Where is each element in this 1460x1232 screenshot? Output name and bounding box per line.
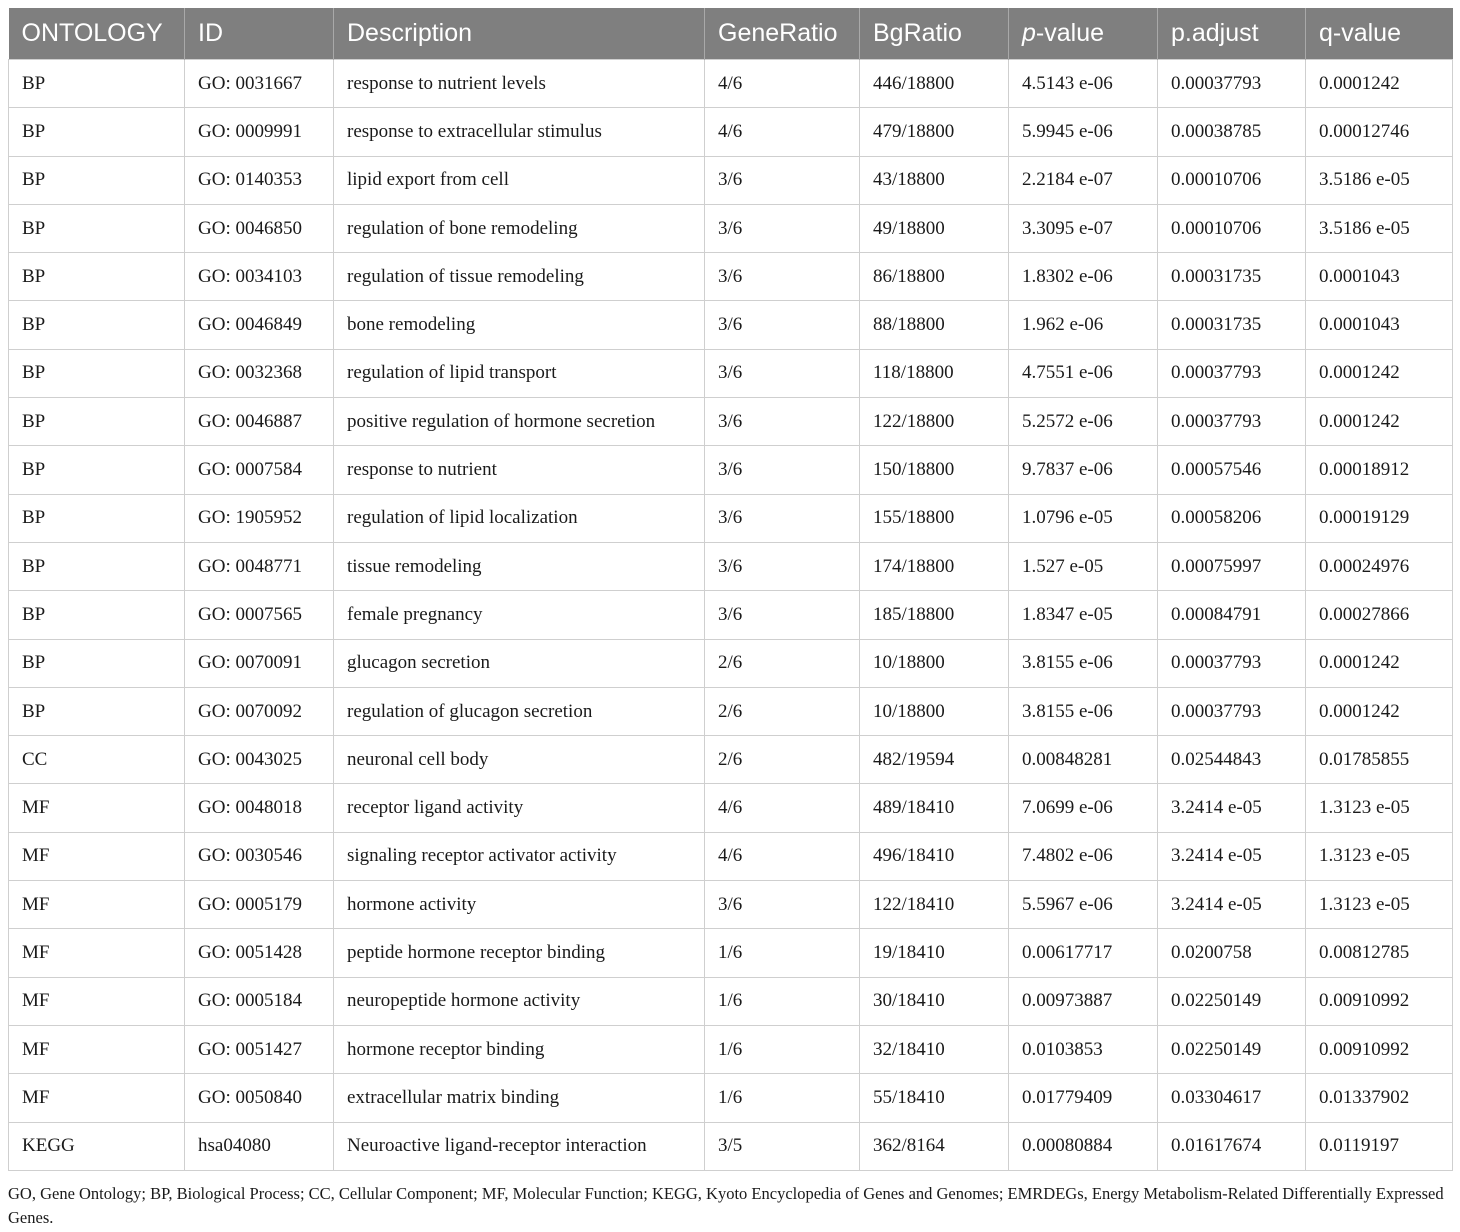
bg-ratio-cell: 496/18410 [860,832,1009,880]
q-value-cell: 0.00018912 [1306,446,1453,494]
gene-ratio-cell: 4/6 [705,832,860,880]
bg-ratio-cell: 362/8164 [860,1122,1009,1170]
p-adjust-cell: 0.00084791 [1158,591,1306,639]
id-cell: GO: 0051428 [185,929,334,977]
p-value-cell: 3.8155 e-06 [1009,687,1158,735]
q-value-cell: 0.0001242 [1306,349,1453,397]
p-value-cell: 0.01779409 [1009,1074,1158,1122]
p-value-cell: 2.2184 e-07 [1009,156,1158,204]
p-adjust-cell: 0.00031735 [1158,253,1306,301]
id-cell: GO: 0005179 [185,881,334,929]
ontology-cell: BP [9,639,185,687]
p-value-cell: 1.0796 e-05 [1009,494,1158,542]
ontology-cell: MF [9,1074,185,1122]
gene-ratio-cell: 3/6 [705,591,860,639]
bg-ratio-cell: 86/18800 [860,253,1009,301]
id-cell: GO: 0032368 [185,349,334,397]
id-cell: GO: 0046887 [185,398,334,446]
gene-ratio-cell: 3/6 [705,301,860,349]
q-value-cell: 3.5186 e-05 [1306,204,1453,252]
q-value-cell: 0.00019129 [1306,494,1453,542]
table-row [9,784,1453,832]
q-value-cell: 0.01337902 [1306,1074,1453,1122]
q-value-cell: 0.00027866 [1306,591,1453,639]
table-row [9,832,1453,880]
bg-ratio-cell: 446/18800 [860,60,1009,108]
id-cell: hsa04080 [185,1122,334,1170]
bg-ratio-cell: 150/18800 [860,446,1009,494]
ontology-cell: BP [9,591,185,639]
p-adjust-cell: 0.00037793 [1158,349,1306,397]
p-value-cell: 0.0103853 [1009,1025,1158,1073]
gene-ratio-cell: 3/6 [705,398,860,446]
id-cell: GO: 0007584 [185,446,334,494]
description-cell: tissue remodeling [334,542,705,590]
gene-ratio-cell: 2/6 [705,687,860,735]
ontology-cell: BP [9,204,185,252]
p-value-cell: 1.8347 e-05 [1009,591,1158,639]
header-description: Description [334,8,705,60]
description-cell: response to nutrient levels [334,60,705,108]
table-row [9,542,1453,590]
gene-ratio-cell: 3/6 [705,253,860,301]
ontology-cell: BP [9,301,185,349]
q-value-cell: 1.3123 e-05 [1306,881,1453,929]
bg-ratio-cell: 32/18410 [860,1025,1009,1073]
description-cell: regulation of bone remodeling [334,204,705,252]
ontology-cell: BP [9,446,185,494]
id-cell: GO: 0007565 [185,591,334,639]
ontology-cell: MF [9,929,185,977]
table-row [9,929,1453,977]
ontology-cell: BP [9,398,185,446]
header-p-adjust: p.adjust [1158,8,1306,60]
ontology-cell: BP [9,60,185,108]
table-row [9,253,1453,301]
p-adjust-cell: 0.00037793 [1158,639,1306,687]
ontology-cell: BP [9,542,185,590]
p-adjust-cell: 0.0200758 [1158,929,1306,977]
q-value-cell: 1.3123 e-05 [1306,784,1453,832]
q-value-cell: 0.00024976 [1306,542,1453,590]
table-row [9,349,1453,397]
gene-ratio-cell: 1/6 [705,929,860,977]
bg-ratio-cell: 88/18800 [860,301,1009,349]
id-cell: GO: 0070091 [185,639,334,687]
bg-ratio-cell: 118/18800 [860,349,1009,397]
p-value-cell: 0.00848281 [1009,736,1158,784]
gene-ratio-cell: 3/5 [705,1122,860,1170]
p-adjust-cell: 0.02544843 [1158,736,1306,784]
id-cell: GO: 0051427 [185,1025,334,1073]
p-adjust-cell: 0.02250149 [1158,977,1306,1025]
p-adjust-cell: 0.00058206 [1158,494,1306,542]
gene-ratio-cell: 3/6 [705,494,860,542]
p-adjust-cell: 3.2414 e-05 [1158,881,1306,929]
ontology-cell: CC [9,736,185,784]
ontology-cell: MF [9,832,185,880]
bg-ratio-cell: 185/18800 [860,591,1009,639]
table-row [9,687,1453,735]
id-cell: GO: 0030546 [185,832,334,880]
id-cell: GO: 0070092 [185,687,334,735]
bg-ratio-cell: 122/18800 [860,398,1009,446]
id-cell: GO: 0048018 [185,784,334,832]
gene-ratio-cell: 1/6 [705,1074,860,1122]
bg-ratio-cell: 122/18410 [860,881,1009,929]
bg-ratio-cell: 479/18800 [860,108,1009,156]
p-value-cell: 3.8155 e-06 [1009,639,1158,687]
p-value-cell: 1.962 e-06 [1009,301,1158,349]
p-value-cell: 3.3095 e-07 [1009,204,1158,252]
id-cell: GO: 0050840 [185,1074,334,1122]
description-cell: lipid export from cell [334,156,705,204]
bg-ratio-cell: 174/18800 [860,542,1009,590]
p-value-cell: 4.7551 e-06 [1009,349,1158,397]
bg-ratio-cell: 49/18800 [860,204,1009,252]
table-row [9,1074,1453,1122]
p-adjust-cell: 0.00057546 [1158,446,1306,494]
id-cell: GO: 0046850 [185,204,334,252]
ontology-cell: KEGG [9,1122,185,1170]
description-cell: bone remodeling [334,301,705,349]
header-bg-ratio: BgRatio [860,8,1009,60]
p-adjust-cell: 0.02250149 [1158,1025,1306,1073]
p-adjust-cell: 0.00010706 [1158,156,1306,204]
p-adjust-cell: 0.01617674 [1158,1122,1306,1170]
table-row [9,736,1453,784]
bg-ratio-cell: 55/18410 [860,1074,1009,1122]
table-container [8,8,1452,1171]
description-cell: receptor ligand activity [334,784,705,832]
table-body [9,60,1453,1171]
q-value-cell: 0.0001043 [1306,253,1453,301]
gene-ratio-cell: 4/6 [705,108,860,156]
q-value-cell: 3.5186 e-05 [1306,156,1453,204]
table-row [9,1025,1453,1073]
p-value-cell: 0.00617717 [1009,929,1158,977]
p-adjust-cell: 0.00037793 [1158,60,1306,108]
p-value-cell: 0.00080884 [1009,1122,1158,1170]
table-row [9,156,1453,204]
gene-ratio-cell: 3/6 [705,542,860,590]
bg-ratio-cell: 482/19594 [860,736,1009,784]
gene-ratio-cell: 3/6 [705,446,860,494]
description-cell: regulation of lipid localization [334,494,705,542]
gene-ratio-cell: 3/6 [705,881,860,929]
q-value-cell: 0.0001043 [1306,301,1453,349]
enrichment-table [8,8,1453,1171]
table-row [9,977,1453,1025]
description-cell: extracellular matrix binding [334,1074,705,1122]
description-cell: signaling receptor activator activity [334,832,705,880]
q-value-cell: 0.00910992 [1306,1025,1453,1073]
description-cell: neuronal cell body [334,736,705,784]
description-cell: peptide hormone receptor binding [334,929,705,977]
q-value-cell: 0.0001242 [1306,687,1453,735]
gene-ratio-cell: 2/6 [705,639,860,687]
ontology-cell: MF [9,784,185,832]
id-cell: GO: 0034103 [185,253,334,301]
q-value-cell: 0.0001242 [1306,639,1453,687]
id-cell: GO: 0048771 [185,542,334,590]
bg-ratio-cell: 10/18800 [860,639,1009,687]
ontology-cell: BP [9,349,185,397]
gene-ratio-cell: 4/6 [705,784,860,832]
description-cell: female pregnancy [334,591,705,639]
table-row [9,60,1453,108]
id-cell: GO: 0043025 [185,736,334,784]
ontology-cell: BP [9,687,185,735]
id-cell: GO: 0031667 [185,60,334,108]
header-row [9,8,1453,60]
id-cell: GO: 1905952 [185,494,334,542]
gene-ratio-cell: 3/6 [705,349,860,397]
table-row [9,591,1453,639]
q-value-cell: 0.00812785 [1306,929,1453,977]
p-value-cell: 5.5967 e-06 [1009,881,1158,929]
description-cell: response to extracellular stimulus [334,108,705,156]
gene-ratio-cell: 1/6 [705,1025,860,1073]
ontology-cell: MF [9,881,185,929]
table-row [9,204,1453,252]
q-value-cell: 0.0119197 [1306,1122,1453,1170]
ontology-cell: MF [9,1025,185,1073]
table-row [9,398,1453,446]
p-value-cell: 7.4802 e-06 [1009,832,1158,880]
description-cell: hormone activity [334,881,705,929]
p-adjust-cell: 3.2414 e-05 [1158,832,1306,880]
ontology-cell: MF [9,977,185,1025]
table-row [9,1122,1453,1170]
bg-ratio-cell: 155/18800 [860,494,1009,542]
q-value-cell: 0.0001242 [1306,60,1453,108]
table-row [9,639,1453,687]
ontology-cell: BP [9,108,185,156]
description-cell: positive regulation of hormone secretion [334,398,705,446]
ontology-cell: BP [9,253,185,301]
id-cell: GO: 0005184 [185,977,334,1025]
q-value-cell: 0.01785855 [1306,736,1453,784]
id-cell: GO: 0140353 [185,156,334,204]
p-adjust-cell: 0.00075997 [1158,542,1306,590]
q-value-cell: 0.00910992 [1306,977,1453,1025]
description-cell: Neuroactive ligand-receptor interaction [334,1122,705,1170]
table-footnote: GO, Gene Ontology; BP, Biological Process; CC, Cellular Component; MF, Molecular Function; KEGG, Kyoto Encyclopedia of Genes and Genomes; EMRDEGs, Energy Metabolism-Related Differentially Expressed Genes. [8,1184,1444,1227]
q-value-cell: 1.3123 e-05 [1306,832,1453,880]
header-ontology: ONTOLOGY [9,8,185,60]
p-value-cell: 1.8302 e-06 [1009,253,1158,301]
p-value-cell: 5.2572 e-06 [1009,398,1158,446]
bg-ratio-cell: 19/18410 [860,929,1009,977]
description-cell: neuropeptide hormone activity [334,977,705,1025]
header-p-value-rest: -value [1035,19,1104,47]
id-cell: GO: 0046849 [185,301,334,349]
description-cell: response to nutrient [334,446,705,494]
q-value-cell: 0.00012746 [1306,108,1453,156]
table-row [9,881,1453,929]
header-q-value: q-value [1306,8,1453,60]
description-cell: glucagon secretion [334,639,705,687]
table-row [9,301,1453,349]
p-value-cell: 5.9945 e-06 [1009,108,1158,156]
ontology-cell: BP [9,156,185,204]
id-cell: GO: 0009991 [185,108,334,156]
table-row [9,494,1453,542]
bg-ratio-cell: 43/18800 [860,156,1009,204]
table-header [9,8,1453,60]
header-id: ID [185,8,334,60]
gene-ratio-cell: 2/6 [705,736,860,784]
bg-ratio-cell: 30/18410 [860,977,1009,1025]
p-value-cell: 4.5143 e-06 [1009,60,1158,108]
gene-ratio-cell: 4/6 [705,60,860,108]
p-value-cell: 1.527 e-05 [1009,542,1158,590]
description-cell: hormone receptor binding [334,1025,705,1073]
gene-ratio-cell: 3/6 [705,204,860,252]
p-value-cell: 7.0699 e-06 [1009,784,1158,832]
ontology-cell: BP [9,494,185,542]
description-cell: regulation of tissue remodeling [334,253,705,301]
p-adjust-cell: 0.00031735 [1158,301,1306,349]
p-adjust-cell: 0.00037793 [1158,687,1306,735]
header-p-value-italic: p [1022,19,1036,47]
description-cell: regulation of lipid transport [334,349,705,397]
header-p-value [1009,8,1158,60]
gene-ratio-cell: 1/6 [705,977,860,1025]
p-value-cell: 9.7837 e-06 [1009,446,1158,494]
description-cell: regulation of glucagon secretion [334,687,705,735]
p-adjust-cell: 3.2414 e-05 [1158,784,1306,832]
bg-ratio-cell: 10/18800 [860,687,1009,735]
p-value-cell: 0.00973887 [1009,977,1158,1025]
table-row [9,108,1453,156]
p-adjust-cell: 0.00010706 [1158,204,1306,252]
p-adjust-cell: 0.03304617 [1158,1074,1306,1122]
gene-ratio-cell: 3/6 [705,156,860,204]
p-adjust-cell: 0.00037793 [1158,398,1306,446]
p-adjust-cell: 0.00038785 [1158,108,1306,156]
q-value-cell: 0.0001242 [1306,398,1453,446]
bg-ratio-cell: 489/18410 [860,784,1009,832]
table-row [9,446,1453,494]
header-gene-ratio: GeneRatio [705,8,860,60]
